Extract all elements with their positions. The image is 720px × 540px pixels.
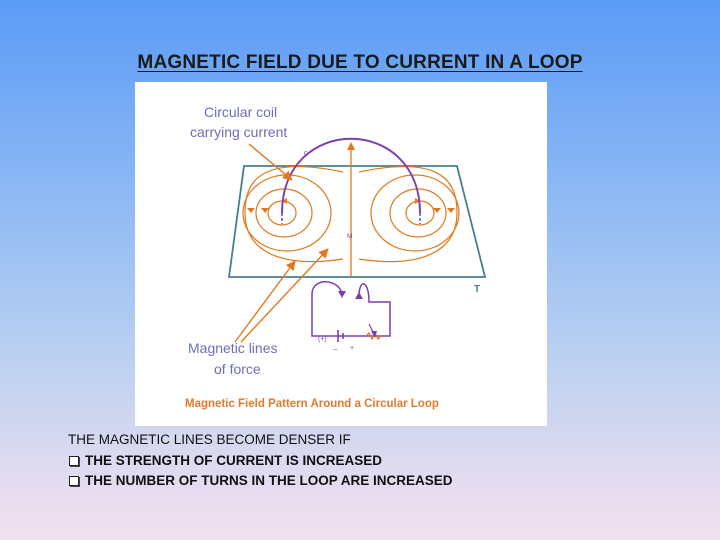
circuit-arrow-left (338, 291, 346, 298)
explanation-text (68, 430, 668, 492)
coil-leader-arrow (249, 144, 292, 180)
lines-leader-arrow-2 (241, 249, 328, 342)
battery-plus-right: + (350, 345, 355, 352)
letter-m: M (347, 233, 353, 240)
lines-leader-arrow-1 (235, 261, 295, 342)
intro-line: THE MAGNETIC LINES BECOME DENSER IF (68, 432, 351, 447)
center-arrow (347, 142, 355, 150)
bullet-item-current (68, 451, 668, 472)
circuit-arrow-right (355, 292, 363, 299)
bullet-text: THE NUMBER OF TURNS IN THE LOOP ARE INCREASED (85, 473, 453, 488)
magnetic-field-diagram (137, 84, 545, 424)
label-coil-line2: carrying current (190, 124, 288, 140)
circuit-wires (312, 282, 390, 336)
diagram-svg (137, 84, 545, 424)
battery-minus: – (333, 345, 338, 354)
battery-plus-left: (+) (318, 336, 327, 343)
letter-t: T (474, 284, 481, 295)
left-field-rings (243, 167, 343, 262)
letter-c: c (304, 150, 308, 157)
slide-title (0, 52, 720, 74)
bullet-text: THE STRENGTH OF CURRENT IS INCREASED (85, 452, 383, 468)
label-lines-line1: Magnetic lines (188, 340, 278, 356)
field-plane (229, 166, 485, 277)
slide-title-text: MAGNETIC FIELD DUE TO CURRENT IN A LOOP (137, 52, 583, 73)
right-field-rings (359, 167, 459, 262)
checkbox-bullet-icon (69, 456, 79, 466)
bullet-item-turns (68, 471, 668, 492)
label-lines-line2: of force (214, 361, 261, 377)
diagram-caption: Magnetic Field Pattern Around a Circular Loop (185, 398, 439, 410)
checkbox-bullet-icon (69, 476, 79, 486)
label-coil-line1: Circular coil (204, 104, 278, 120)
